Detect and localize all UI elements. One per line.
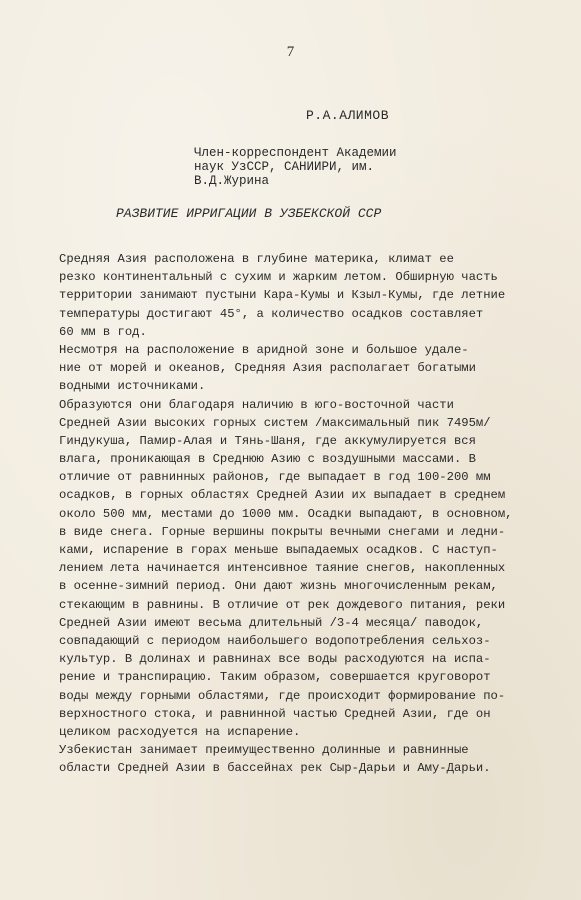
text-line: Несмотря на расположение в аридной зоне и большое удале- — [59, 342, 469, 357]
text-line: стекающим в равнины. В отличие от рек дождевого питания, реки — [59, 597, 506, 612]
text-line: ние от морей и океанов, Средняя Азия располагает богатыми — [59, 361, 476, 376]
text-line: в осенне-зимний период. Они дают жизнь многочисленным рекам, — [59, 579, 498, 594]
text-line: влага, проникающая в Среднюю Азию с воздушными массами. В — [59, 452, 476, 467]
affiliation-line: Член-корреспондент Академии — [194, 146, 397, 160]
text-line: ками, испарение в горах меньше выпадаемых осадков. С наступ- — [59, 543, 498, 557]
affiliation-line: наук УзССР, САНИИРИ, им. — [194, 160, 375, 174]
text-line: лением лета начинается интенсивное таяние снегов, накопленных — [59, 561, 506, 576]
text-line: резко континентальный с сухим и жарким летом. Обширную часть — [59, 270, 498, 285]
text-line: водными источниками. — [59, 379, 206, 394]
body-text — [59, 250, 513, 777]
text-line: рение и транспирацию. Таким образом, совершается круговорот — [59, 670, 491, 685]
text-line: Средней Азии имеют весьма длительный /3-4 месяца/ паводок, — [59, 615, 484, 630]
affiliation-line: В.Д.Журина — [194, 174, 270, 188]
text-line: осадков, в горных областях Средней Азии их выпадает в среднем — [59, 488, 506, 503]
text-line: воды между горными областями, где происходит формирование по- — [59, 688, 506, 703]
text-line: верхностного стока, и равнинной частью Средней Азии, где он — [59, 706, 491, 721]
text-line: температуры достигают 45°, а количество осадков составляет — [59, 306, 484, 321]
text-line: территории занимают пустыни Кара-Кумы и Кзыл-Кумы, где летние — [59, 288, 506, 303]
text-line: культур. В долинах и равнинах все воды расходуются на испа- — [59, 652, 491, 667]
author-affiliation — [194, 146, 434, 188]
text-line: Гиндукуша, Памир-Алая и Тянь-Шаня, где аккумулируется вся — [59, 433, 476, 448]
page-number: 7 — [286, 44, 295, 60]
text-line: Средняя Азия расположена в глубине материка, климат ее — [59, 252, 454, 266]
text-line: Узбекистан занимает преимущественно долинные и равнинные — [59, 743, 469, 758]
text-line: в виде снега. Горные вершины покрыты вечными снегами и ледни- — [59, 524, 506, 539]
text-line: Средней Азии высоких горных систем /максимальный пик 7495м/ — [59, 415, 491, 430]
text-line: 60 мм в год. — [59, 324, 147, 339]
text-line: Образуются они благодаря наличию в юго-восточной части — [59, 397, 454, 412]
text-line: совпадающий с периодом наибольшего водопотребления сельхоз- — [59, 633, 491, 648]
text-line: целиком расходуется на испарение. — [59, 724, 301, 739]
document-title: РАЗВИТИЕ ИРРИГАЦИИ В УЗБЕКСКОЙ ССР — [116, 206, 382, 221]
author-name: Р.А.АЛИМОВ — [306, 108, 390, 123]
text-line: области Средней Азии в бассейнах рек Сыр-Дарьи и Аму-Дарьи. — [59, 761, 491, 776]
text-line: около 500 мм, местами до 1000 мм. Осадки выпадают, в основном, — [59, 506, 513, 521]
text-line: отличие от равнинных районов, где выпадает в год 100-200 мм — [59, 470, 491, 485]
